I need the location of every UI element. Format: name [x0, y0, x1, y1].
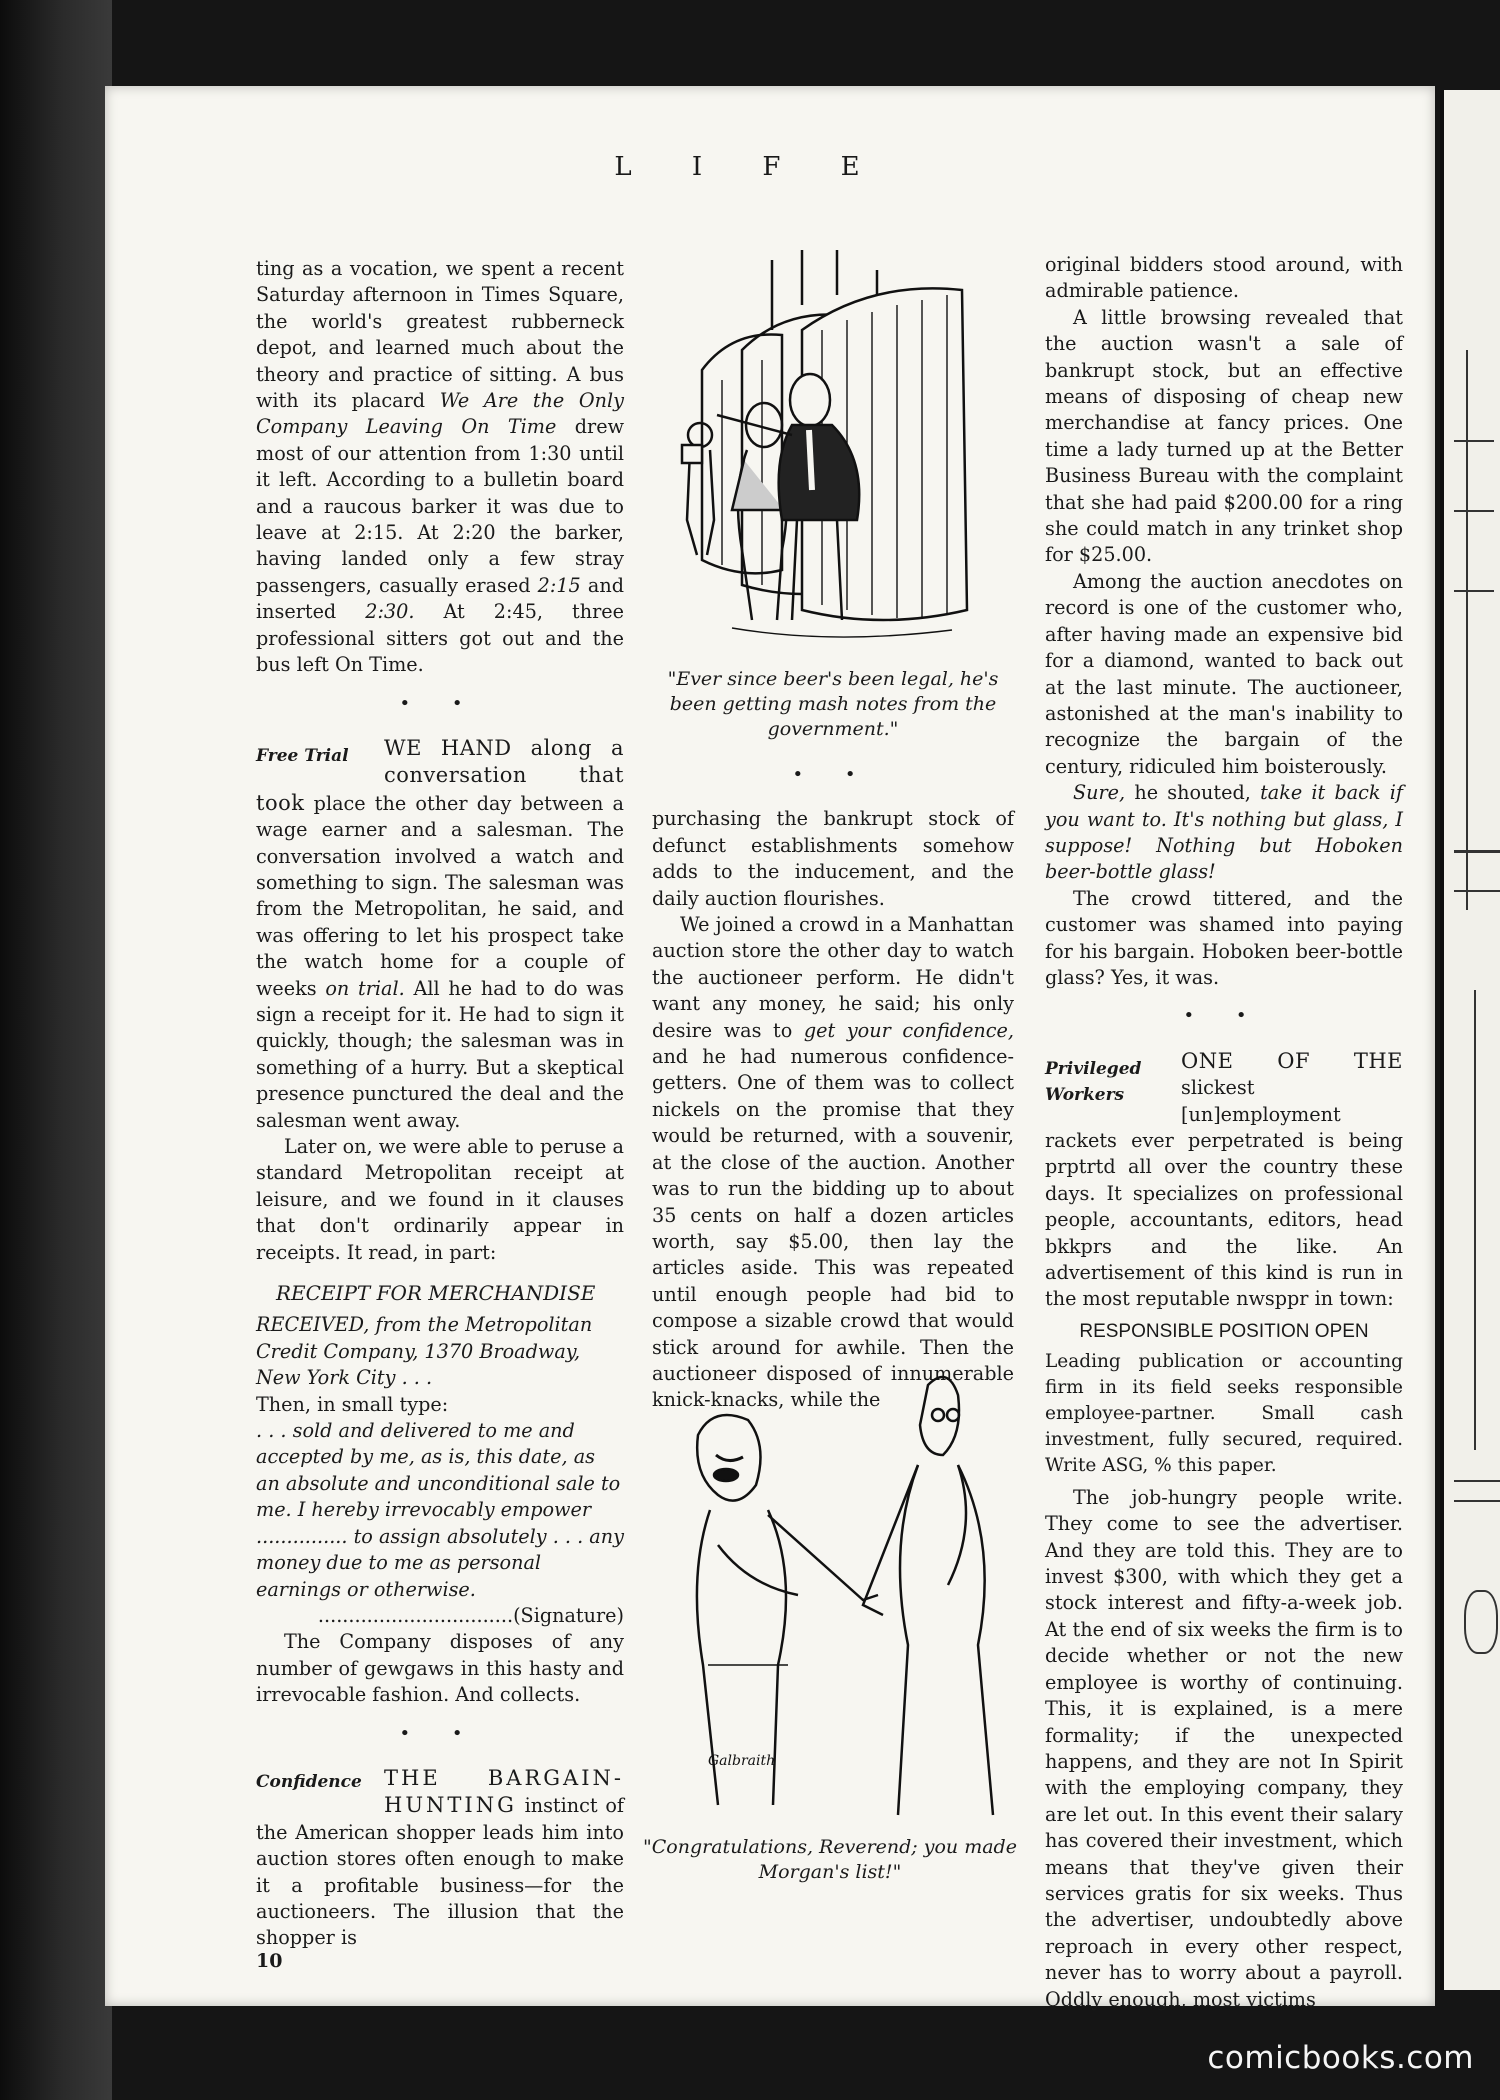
section-heading: Privileged Workers — [1045, 1058, 1142, 1106]
section-separator: • • — [399, 692, 481, 714]
column-2 — [652, 764, 1014, 1414]
paragraph: A little browsing revealed that the auction wasn't a sale of bankrupt stock, but an effective means of disposing of cheap new merchandise at fancy prices. One time a lady turned up at the Better Business Bureau with the complaint that she had paid $200.00 for a ring she could match in any trinket shop for $25.00. — [1045, 305, 1403, 567]
cartoon-caption: "Congratulations, Reverend; you made Morgan's list!" — [643, 1836, 1017, 1883]
paragraph: purchasing the bankrupt stock of defunct establishments somehow adds to the inducement, and the daily auction flourishes. — [652, 807, 1014, 910]
paragraph: Among the auction anecdotes on record is one of the customer who, after having made an expensive bid for a diamond, wanted to back out at the last minute. The auctioneer, astonished at the man's inability to recognize the bargain of the century, ridiculed him boisterously. — [1045, 569, 1403, 778]
receipt-received: RECEIVED, from the Metropolitan Credit Company, 1370 Broadway, New York City . . . — [256, 1313, 593, 1390]
paragraph: Later on, we were able to peruse a standard Metropolitan receipt at leisure, and we found in it clauses that don't ordinarily appear in receipts. It read, in part: — [256, 1135, 624, 1264]
paragraph: Confidence THE BARGAIN-HUNTING instinct of the American shopper leads him into auction stores often enough to make it a profitable business—for the auctioneers. The illusion that the shopper is — [256, 1765, 624, 1950]
paragraph: The crowd tittered, and the customer was shamed into paying for his bargain. Hoboken beer-bottle glass? Yes, it was. — [1045, 886, 1403, 989]
paragraph: The job-hungry people write. They come to see the advertiser. And they are told this. They are to invest $300, with which they get a stock interest and fifty-a-week job. At the end of six weeks the firm is to decide whether or not the new employee is worthy of continuing. This, it is explained, is a mere formality; if the unexpected happens, and they are not In Spirit with the employing company, they are let out. In this event their salary has covered their investment, which means that they've given their services gratis for six weeks. Thus the advertiser, undoubtedly above reproach in every other respect, never has to worry about a payroll. Oddly enough, most victims — [1045, 1485, 1403, 2011]
section-heading: Free Trial — [256, 745, 349, 766]
receipt-small-type: . . . sold and delivered to me and accepted by me, as is, this date, as an absolute and unconditional sale to me. I hereby irrevocably empower ............... to assign absolutely . . . any money due to me as personal earnings or otherwise. — [256, 1419, 624, 1601]
section-heading: Confidence — [256, 1771, 362, 1792]
watermark: comicbooks.com — [1207, 2040, 1474, 2076]
receipt-title: RECEIPT FOR MERCHANDISE — [276, 1281, 596, 1306]
cartoon-caption: "Ever since beer's been legal, he's been getting mash notes from the government." — [667, 668, 999, 740]
scan-border-left — [0, 0, 112, 2100]
section-separator: • • — [399, 1722, 481, 1744]
cartoon-reverend — [648, 1345, 1018, 1829]
magazine-header: L I F E — [614, 152, 886, 182]
receipt-then: Then, in small type: — [256, 1392, 449, 1416]
page-number: 10 — [256, 1950, 283, 1972]
receipt-signature: ................................(Signature) — [317, 1603, 624, 1627]
column-1 — [256, 256, 624, 1952]
section-separator: • • — [1183, 1005, 1265, 1027]
cartoon-beer-vats — [652, 250, 1002, 664]
facing-page-edge — [1440, 90, 1500, 1990]
paragraph: ting as a vocation, we spent a recent Saturday afternoon in Times Square, the world's greatest rubberneck depot, and learned much about the theory and practice of sitting. A bus with its placard We Are the Only Company Leaving On Time drew most of our attention from 1:30 until it left. According to a bulletin board and a raucous barker it was due to leave at 2:15. At 2:20 the barker, having landed only a few stray passengers, casually erased 2:15 and inserted 2:30. At 2:45, three professional sitters got out and the bus left On Time. — [256, 257, 624, 677]
ad-heading: RESPONSIBLE POSITION OPEN — [1079, 1320, 1369, 1342]
svg-text:Galbraith: Galbraith — [708, 1753, 776, 1769]
section-separator: • • — [792, 764, 874, 785]
paragraph: We joined a crowd in a Manhattan auction store the other day to watch the auctioneer perform. He didn't want any money, he said; his only desire was to get your confidence, and he had numerous confidence-getters. One of them was to collect nickels on the promise that they would be returned, with a souvenir, at the close of the auction. Another was to run the bidding up to about 35 cents on half a dozen articles worth, say $5.00, then lay the articles aside. This was repeated until enough people had bid to compose a sizable crowd that would stick around for awhile. Then the auctioneer disposed of innumerable knick-knacks, while the — [652, 913, 1014, 1412]
paragraph: Free Trial WE HAND along a conversation that took place the other day between a wage earner and a salesman. The conversation involved a watch and something to sign. The salesman was from the Metropolitan, he said, and was offering to let his prospect take the watch home for a couple of weeks on trial. All he had to do was sign a receipt for it. He had to sign it quickly, though; the salesman was in something of a hurry. But a skeptical presence punctured the deal and the salesman went away. — [256, 735, 624, 1132]
paragraph: Sure, he shouted, take it back if you want to. It's nothing but glass, I suppose! Nothing but Hoboken beer-bottle glass! — [1045, 781, 1403, 884]
column-3 — [1045, 252, 1403, 2013]
ad-body: Leading publication or accounting firm in its field seeks responsible employee-partner. Small cash investment, fully secured, required. Write ASG, % this paper. — [1045, 1350, 1403, 1476]
paragraph: original bidders stood around, with admirable patience. — [1045, 253, 1403, 303]
paragraph: Privileged Workers ONE OF THE slickest [un]employment rackets ever perpetrated is being prptrtd all over the country these days. It specializes on professional people, accountants, editors, head bkkprs and the like. An advertisement of this kind is run in the most reputable nwsppr in town: — [1045, 1048, 1403, 1311]
paragraph: The Company disposes of any number of gewgaws in this hasty and irrevocable fashion. And collects. — [256, 1630, 624, 1707]
